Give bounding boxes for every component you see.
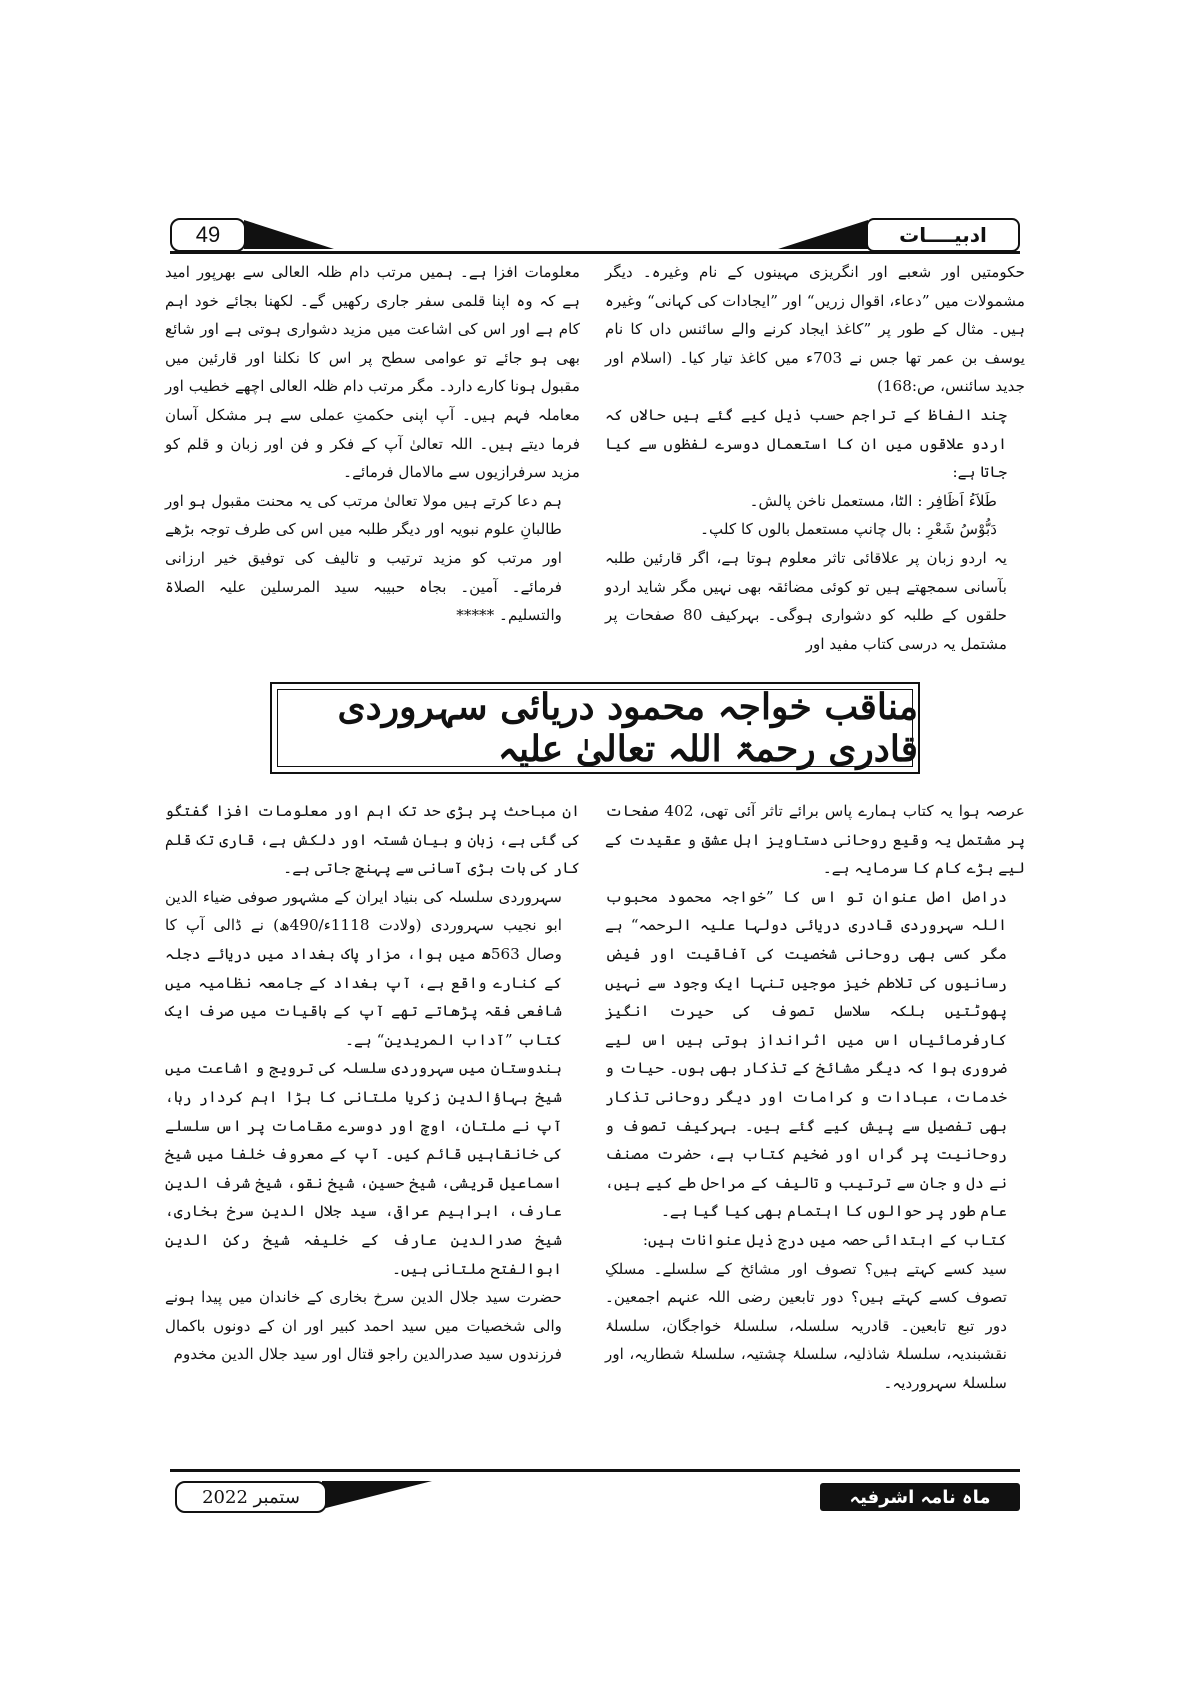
paragraph: ان مباحث پر بڑی حد تک اہم اور معلومات افزا گفتگو کی گئی ہے، زبان و بیان شستہ اور دلکش ہے، قاری تک قلم کار کی بات بڑی آسانی سے پہنچ جاتی ہے۔ xyxy=(165,802,580,878)
bottom-left-column xyxy=(165,797,580,1369)
magazine-name: ماہ نامہ اشرفیہ xyxy=(820,1483,1020,1511)
paragraph: یہ اردو زبان پر علاقائی تاثر معلوم ہوتا ہے، اگر قارئین طلبہ بآسانی سمجھتے ہیں تو کوئی مضائقہ بھی نہیں مگر شاید اردو حلقوں کے طلبہ کو دشواری ہوگی۔ بہرکیف 80 صفحات پر مشتمل یہ درسی کتاب مفید اور xyxy=(605,548,1007,653)
paragraph: سید کسے کہتے ہیں؟ تصوف اور مشائخ کے سلسلے۔ مسلکِ تصوف کسے کہتے ہیں؟ دور تابعین رضی اللہ عنہم اجمعین۔ دور تبع تابعین۔ قادریہ سلسلہ، سلسلۂ خواجگان، سلسلۂ نقشبندیہ، سلسلۂ شاذلیہ، سلسلۂ چشتیہ، سلسلۂ شطاریہ، اور سلسلۂ سہروردیہ۔ xyxy=(605,1259,1007,1392)
paragraph: دَبُّوْسُ شَعْرِ : بال چانپ مستعمل بالوں کا کلپ۔ xyxy=(700,520,997,539)
paragraph: حضرت سید جلال الدین سرخ بخاری کے خاندان میں پیدا ہونے والی شخصیات میں سید احمد کبیر اور ان کے دونوں باکمال فرزندوں سید صدرالدین راجو قتال اور سید جلال الدین مخدوم xyxy=(165,1288,562,1364)
paragraph: ہندوستان میں سہروردی سلسلہ کی ترویج و اشاعت میں شیخ بہاؤالدین زکریا ملتانی کا بڑا اہم کردار رہا، آپ نے ملتان، اوچ اور دوسرے مقامات پر اس سلسلے کی خانقاہیں قائم کیں۔ آپ کے معروف خلفا میں شیخ اسماعیل قریشی، شیخ حسین، شیخ نقو، شیخ شرف الدین عارف، ابراہیم عراقی، سید جلال الدین سرخ بخاری، شیخ صدرالدین عارف کے خلیفہ شیخ رکن الدین ابوالفتح ملتانی ہیں۔ xyxy=(165,1059,562,1278)
article-heading-text: مناقب خواجہ محمود دریائی سہروردی قادری رحمۃ اللہ تعالیٰ علیہ xyxy=(337,686,918,770)
paragraph: چند الفاظ کے تراجم حسب ذیل کیے گئے ہیں حالاں کہ اردو علاقوں میں ان کا استعمال دوسرے لفظوں سے کیا جاتا ہے: xyxy=(605,405,1007,482)
page-number: 49 xyxy=(170,218,246,252)
top-right-column xyxy=(605,258,1025,658)
top-left-column xyxy=(165,258,580,630)
paragraph: ہم دعا کرتے ہیں مولا تعالیٰ مرتب کی یہ محنت مقبول ہو اور طالبانِ علوم نبویہ اور دیگر طلبہ میں اس کی طرف توجہ بڑھے اور مرتب کو مزید ترتیب و تالیف کی توفیق خیر ارزانی فرمائے۔ آمین۔ بجاہ حبیبہ سید المرسلین علیہ الصلاۃ والتسلیم۔ ***** xyxy=(165,491,562,625)
issue-date: ستمبر 2022 xyxy=(175,1481,327,1513)
footer-rule xyxy=(170,1469,1020,1472)
header-right-arrow xyxy=(778,218,868,252)
paragraph: عرصہ ہوا یہ کتاب ہمارے پاس برائے تاثر آئی تھی، 402 صفحات پر مشتمل یہ وقیع روحانی دستاویز اہل عشق و عقیدت کے لیے بڑے کام کا سرمایہ ہے۔ xyxy=(605,802,1025,878)
article-heading xyxy=(270,682,920,774)
paragraph: معلومات افزا ہے۔ ہمیں مرتب دام ظلہ العالی سے بھرپور امید ہے کہ وہ اپنا قلمی سفر جاری رکھیں گے۔ لکھنا بجائے خود اہم کام ہے اور اس کی اشاعت میں مزید دشواری ہوتی ہے اور شائع بھی ہو جائے تو عوامی سطح پر اس کا نکلنا اور قارئین میں مقبول ہونا کارے دارد۔ مگر مرتب دام ظلہ العالی اچھے خطیب اور معاملہ فہم ہیں۔ آپ اپنی حکمتِ عملی سے ہر مشکل آسان فرما دیتے ہیں۔ اللہ تعالیٰ آپ کے فکر و فن اور زبان و قلم کو مزید سرفرازیوں سے مالامال فرمائے۔ xyxy=(165,263,580,482)
paragraph: حکومتیں اور شعبے اور انگریزی مہینوں کے نام وغیرہ۔ دیگر مشمولات میں ”دعاء، اقوال زریں“ اور ”ایجادات کی کہانی“ وغیرہ ہیں۔ مثال کے طور پر ”کاغذ ایجاد کرنے والے سائنس داں کا نام یوسف بن عمر تھا جس نے 703ء میں کاغذ تیار کیا۔ (اسلام اور جدید سائنس، ص:168) xyxy=(605,263,1026,396)
page-footer xyxy=(170,1475,1020,1515)
paragraph: سہروردی سلسلہ کی بنیاد ایران کے مشہور صوفی ضیاء الدین ابو نجیب سہروردی (ولادت 1118ء/490ھ) نے ڈالی آپ کا وصال 563ھ میں ہوا، مزار پاک بغداد میں دریائے دجلہ کے کنارے واقع ہے، آپ بغداد کے جامعہ نظامیہ میں شافعی فقہ پڑھاتے تھے آپ کے باقیات میں صرف ایک کتاب ”آداب المریدین“ ہے۔ xyxy=(165,887,562,1049)
section-title: ادبیــــات xyxy=(866,218,1020,252)
footer-arrow xyxy=(322,1481,432,1511)
paragraph: دراصل اصل عنوان تو اس کا ”خواجہ محمود محبوب اللہ سہروردی قادری دریائی دولہا علیہ الرحمہ“ ہے مگر کسی بھی روحانی شخصیت کی آفاقیت اور فیض رسانیوں کی تلاطم خیز موجیں تنہا ایک وجود سے نہیں پھوٹتیں بلکہ سلاسل تصوف کی حیرت انگیز کارفرمائیاں اس میں اثرانداز ہوتی ہیں اس لیے ضروری ہوا کہ دیگر مشائخ کے تذکار بھی ہوں۔ حیات و خدمات، عبادات و کرامات اور دیگر روحانی تذکار بھی تفصیل سے پیش کیے گئے ہیں۔ بہرکیف تصوف و روحانیت پر گراں اور ضخیم کتاب ہے، حضرت مصنف نے دل و جان سے ترتیب و تالیف کے مراحل طے کیے ہیں، عام طور پر حوالوں کا اہتمام بھی کیا گیا ہے۔ xyxy=(605,887,1007,1221)
paragraph: کتاب کے ابتدائی حصہ میں درج ذیل عنوانات ہیں: xyxy=(642,1230,1007,1249)
bottom-right-column xyxy=(605,797,1025,1397)
header-left-arrow xyxy=(244,218,334,252)
paragraph: طَلاَءُ اَظَافِر : الٹا، مستعمل ناخن پالش۔ xyxy=(749,491,997,510)
page-header xyxy=(170,218,1020,254)
